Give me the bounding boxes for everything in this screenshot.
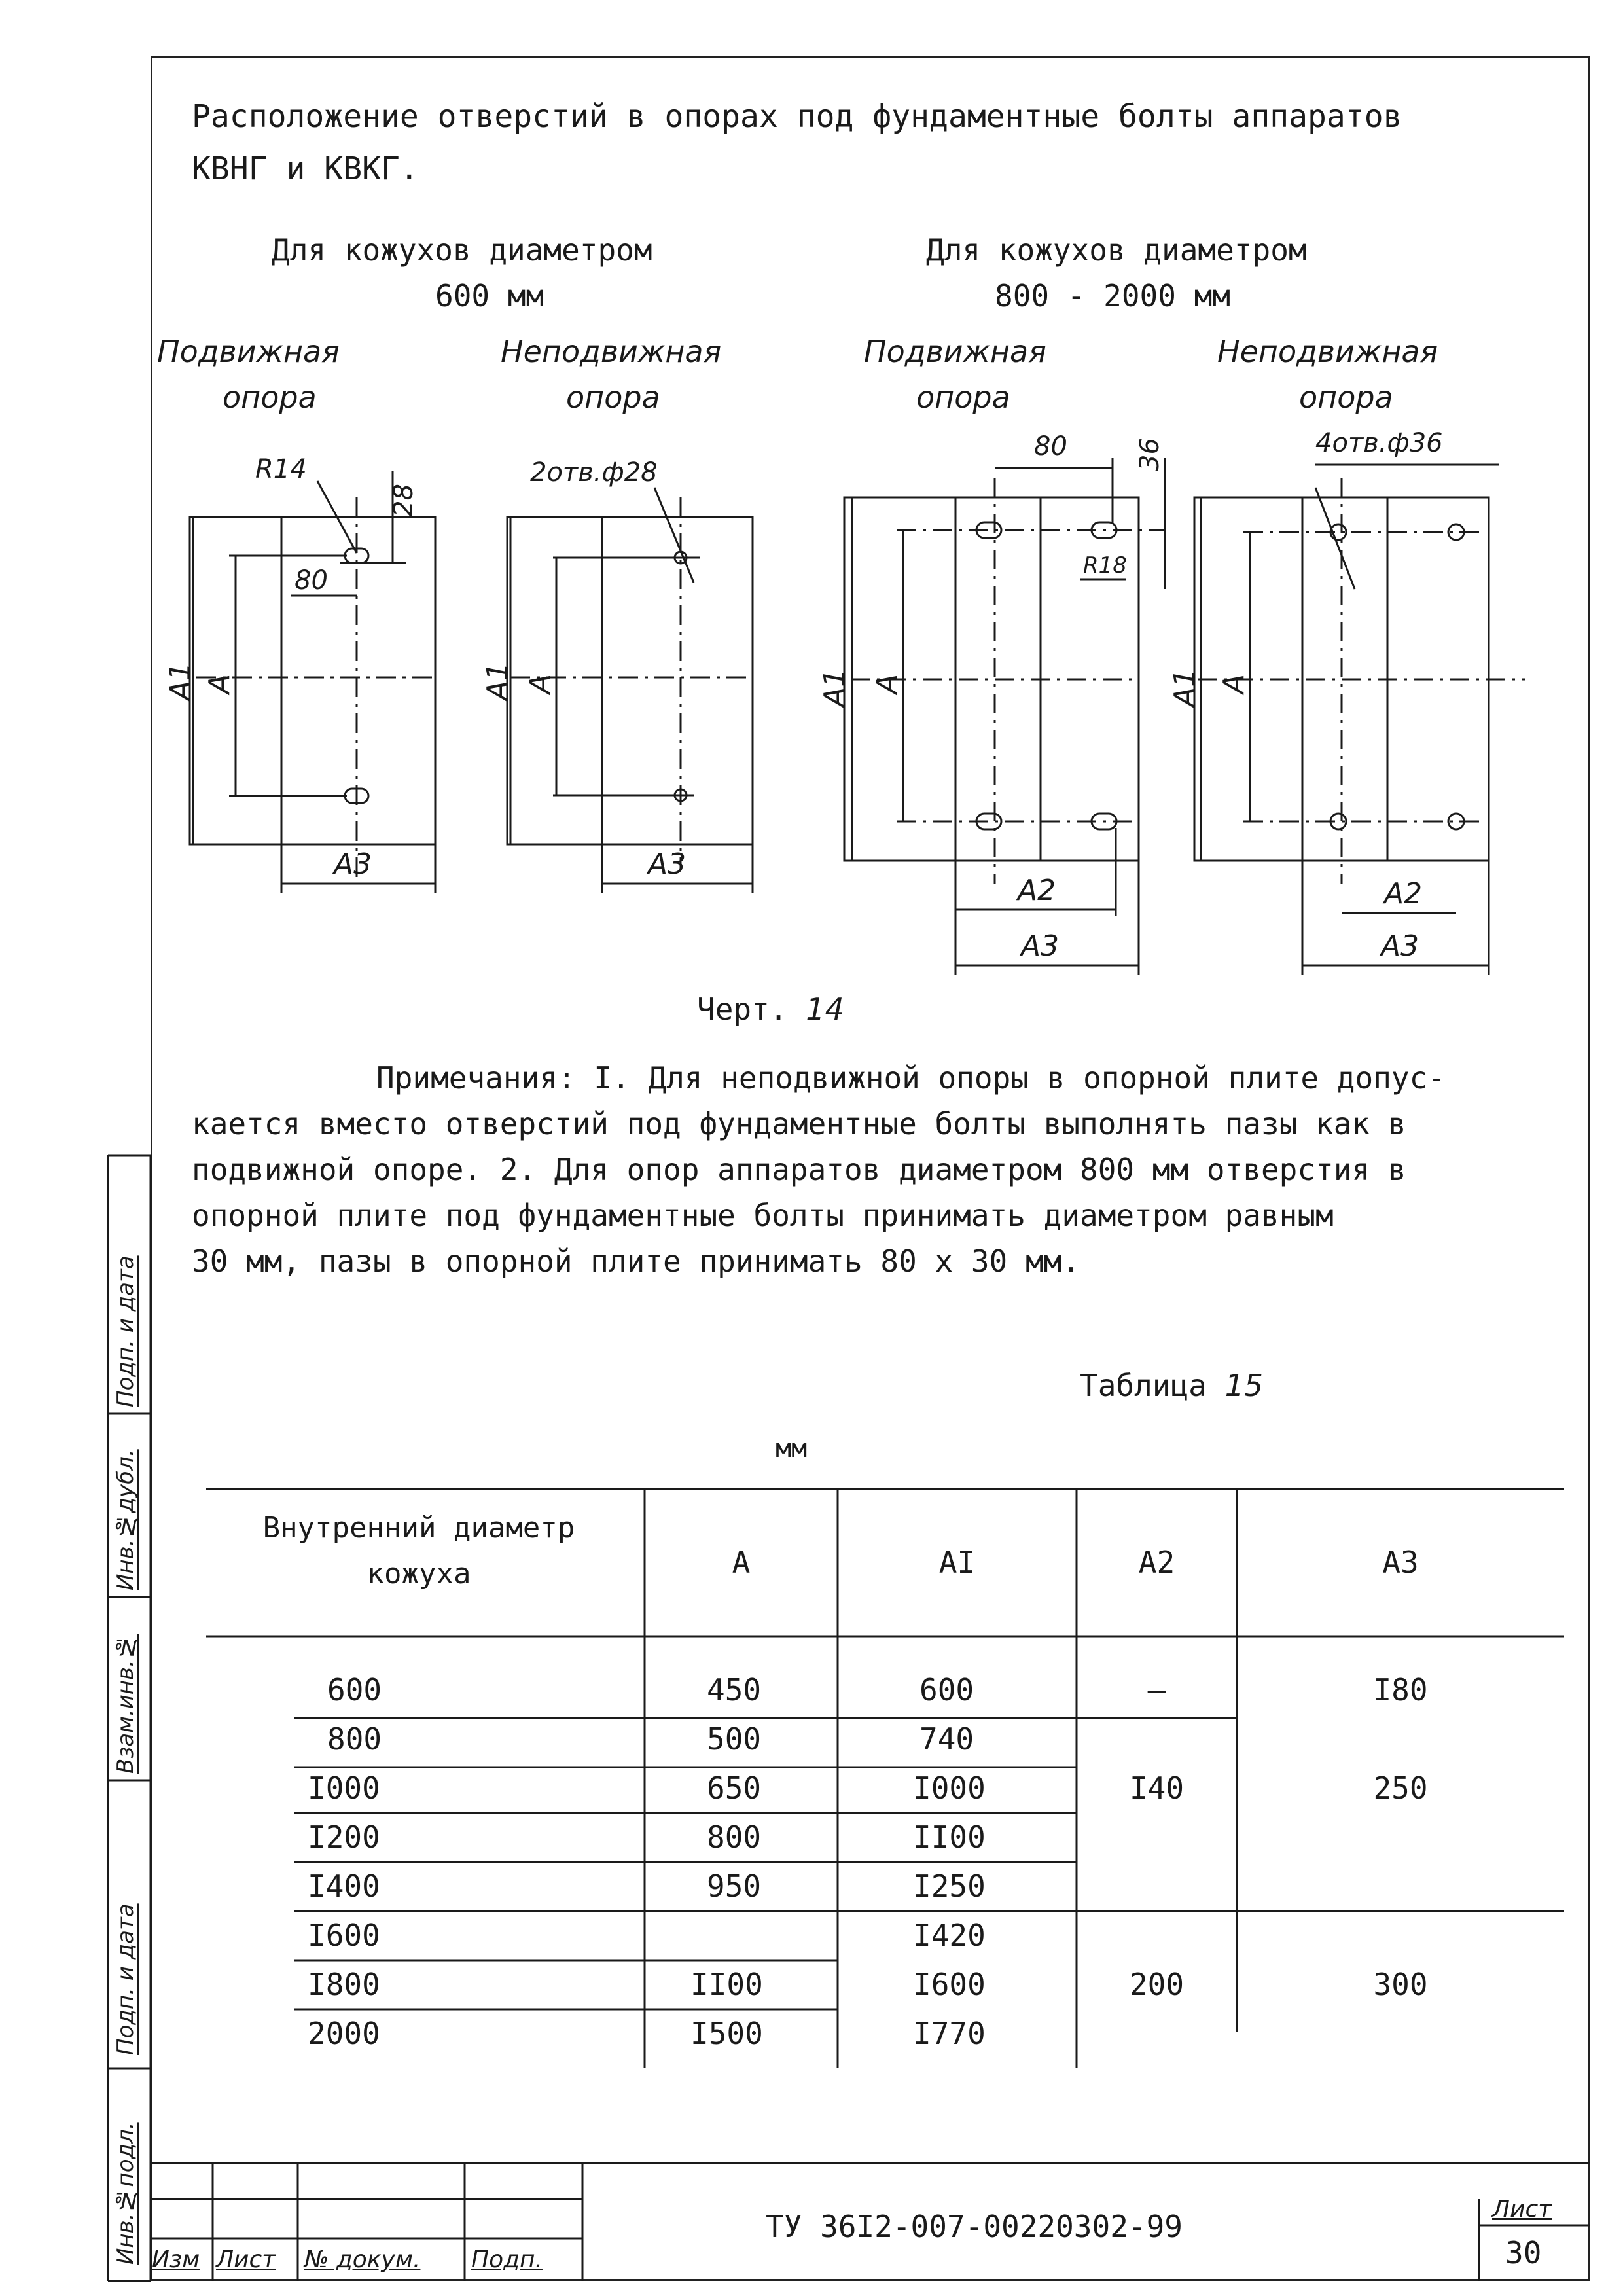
cell-a3-0: I80 bbox=[1373, 1672, 1428, 1708]
cell-a1-2: I000 bbox=[913, 1770, 986, 1806]
dim-a3-2: A3 bbox=[648, 848, 687, 881]
tb-sheet-label: Лист bbox=[1492, 2196, 1552, 2223]
cell-a1-3: II00 bbox=[913, 1820, 986, 1855]
group1-subtitle: 600 мм bbox=[435, 278, 544, 314]
tb-sheet-number: 30 bbox=[1505, 2235, 1542, 2270]
dim-a2-3: A2 bbox=[1018, 874, 1056, 907]
cell-a1-5: I420 bbox=[913, 1918, 986, 1953]
dim-r14: R14 bbox=[255, 454, 307, 484]
heading-line1: Расположение отверстий в опорах под фундаментные болты аппаратов bbox=[192, 98, 1402, 135]
figure-caption-number: 14 bbox=[806, 992, 844, 1027]
support4-label1: Неподвижная bbox=[1217, 334, 1438, 369]
th-a3: А3 bbox=[1382, 1545, 1419, 1580]
cell-diameter-7: 2000 bbox=[308, 2016, 380, 2051]
dim-a3-4: A3 bbox=[1381, 929, 1419, 963]
support1-label1: Подвижная bbox=[157, 334, 340, 369]
note-line-5: 30 мм, пазы в опорной плите принимать 80 х 30 мм. bbox=[192, 1244, 1080, 1279]
tb-sign: Подп. bbox=[471, 2246, 543, 2273]
dim-r18: R18 bbox=[1083, 552, 1127, 579]
th-a2: А2 bbox=[1138, 1545, 1175, 1580]
table-caption-prefix: Таблица bbox=[1080, 1368, 1207, 1403]
cell-a-5: II00 bbox=[690, 1967, 763, 2002]
tb-list: Лист bbox=[216, 2246, 276, 2273]
group1-title: Для кожухов диаметром bbox=[272, 232, 652, 268]
cell-diameter-5: I600 bbox=[308, 1918, 380, 1953]
dim-a3-1: A3 bbox=[334, 848, 372, 881]
support3-label2: опора bbox=[916, 380, 1010, 415]
cell-a-4: 950 bbox=[707, 1869, 762, 1904]
th-diameter: Внутренний диаметр кожуха bbox=[262, 1511, 575, 1590]
dim-80a: 80 bbox=[294, 565, 328, 596]
cell-a-2: 650 bbox=[707, 1770, 762, 1806]
dim-a1-2: A1 bbox=[481, 662, 514, 700]
cell-diameter-0: 600 bbox=[327, 1672, 382, 1708]
note-line-3: подвижной опоре. 2. Для опор аппаратов диаметром 800 мм отверстия в bbox=[192, 1152, 1406, 1187]
cell-diameter-3: I200 bbox=[308, 1820, 380, 1855]
figure-caption-prefix: Черт. bbox=[697, 992, 788, 1027]
dim-a2-4: A2 bbox=[1384, 877, 1423, 910]
cell-a-3: 800 bbox=[707, 1820, 762, 1855]
stamp-podp-data-1: Подп. и дата bbox=[113, 1255, 139, 1407]
support2-label1: Неподвижная bbox=[501, 334, 722, 369]
cell-a2-1: I40 bbox=[1129, 1770, 1185, 1806]
cell-diameter-1: 800 bbox=[327, 1721, 382, 1757]
dim-28a: 28 bbox=[389, 484, 419, 517]
support3-label1: Подвижная bbox=[864, 334, 1046, 369]
cell-diameter-6: I800 bbox=[308, 1967, 380, 2002]
cell-a3-2: 300 bbox=[1373, 1967, 1428, 2002]
cell-a1-6: I600 bbox=[913, 1967, 986, 2002]
group2-subtitle: 800 - 2000 мм bbox=[995, 278, 1231, 314]
cell-a2-2: 200 bbox=[1129, 1967, 1185, 2002]
dim-36: 36 bbox=[1135, 438, 1165, 471]
stamp-inv-dubl: Инв.№дубл. bbox=[113, 1449, 139, 1590]
support2-label2: опора bbox=[566, 380, 660, 415]
cell-diameter-4: I400 bbox=[308, 1869, 380, 1904]
dim-holes36: 4отв.ф36 bbox=[1315, 428, 1443, 458]
table-units: мм bbox=[776, 1433, 808, 1463]
note-line-2: кается вместо отверстий под фундаментные болты выполнять пазы как в bbox=[192, 1106, 1406, 1141]
cell-a-6: I500 bbox=[690, 2016, 763, 2051]
stamp-vzam-inv: Взам.инв.№ bbox=[113, 1634, 139, 1774]
table-caption-number: 15 bbox=[1224, 1368, 1264, 1403]
cell-a1-7: I770 bbox=[913, 2016, 986, 2051]
dim-a1-4: A1 bbox=[1168, 668, 1202, 707]
dim-a-4: A bbox=[1217, 673, 1251, 694]
dim-a-1: A bbox=[203, 673, 236, 694]
tb-doc-no: № докум. bbox=[304, 2246, 421, 2273]
group2-title: Для кожухов диаметром bbox=[926, 232, 1307, 268]
cell-a2-0: – bbox=[1147, 1672, 1166, 1708]
cell-a1-4: I250 bbox=[913, 1869, 986, 1904]
tb-izm: Изм bbox=[152, 2246, 200, 2273]
heading-line2: КВНГ и КВКГ. bbox=[192, 151, 419, 187]
dim-a3-3: A3 bbox=[1021, 929, 1060, 963]
cell-a-1: 500 bbox=[707, 1721, 762, 1757]
dim-a1-3: A1 bbox=[818, 668, 851, 707]
cell-diameter-2: I000 bbox=[308, 1770, 380, 1806]
cell-a-0: 450 bbox=[707, 1672, 762, 1708]
support4-label2: опора bbox=[1299, 380, 1393, 415]
dim-holes28: 2отв.ф28 bbox=[530, 457, 658, 488]
dim-a1-1: A1 bbox=[164, 662, 197, 700]
note-line-1: Примечания: I. Для неподвижной опоры в опорной плите допус- bbox=[376, 1060, 1446, 1096]
cell-a3-1: 250 bbox=[1373, 1770, 1428, 1806]
cell-a1-1: 740 bbox=[919, 1721, 974, 1757]
dim-a-2: A bbox=[524, 673, 557, 694]
cell-a1-0: 600 bbox=[919, 1672, 974, 1708]
dim-80b: 80 bbox=[1034, 431, 1067, 461]
tb-designation: ТУ 36I2-007-00220302-99 bbox=[766, 2209, 1183, 2244]
support1-label2: опора bbox=[223, 380, 317, 415]
stamp-podp-data-2: Подп. и дата bbox=[113, 1903, 139, 2055]
th-a: А bbox=[732, 1545, 751, 1580]
dim-a-3: A bbox=[870, 673, 904, 694]
note-line-4: опорной плите под фундаментные болты принимать диаметром равным bbox=[192, 1198, 1334, 1233]
stamp-inv-podl: Инв.№подл. bbox=[113, 2122, 139, 2265]
th-a1: АI bbox=[938, 1545, 976, 1580]
